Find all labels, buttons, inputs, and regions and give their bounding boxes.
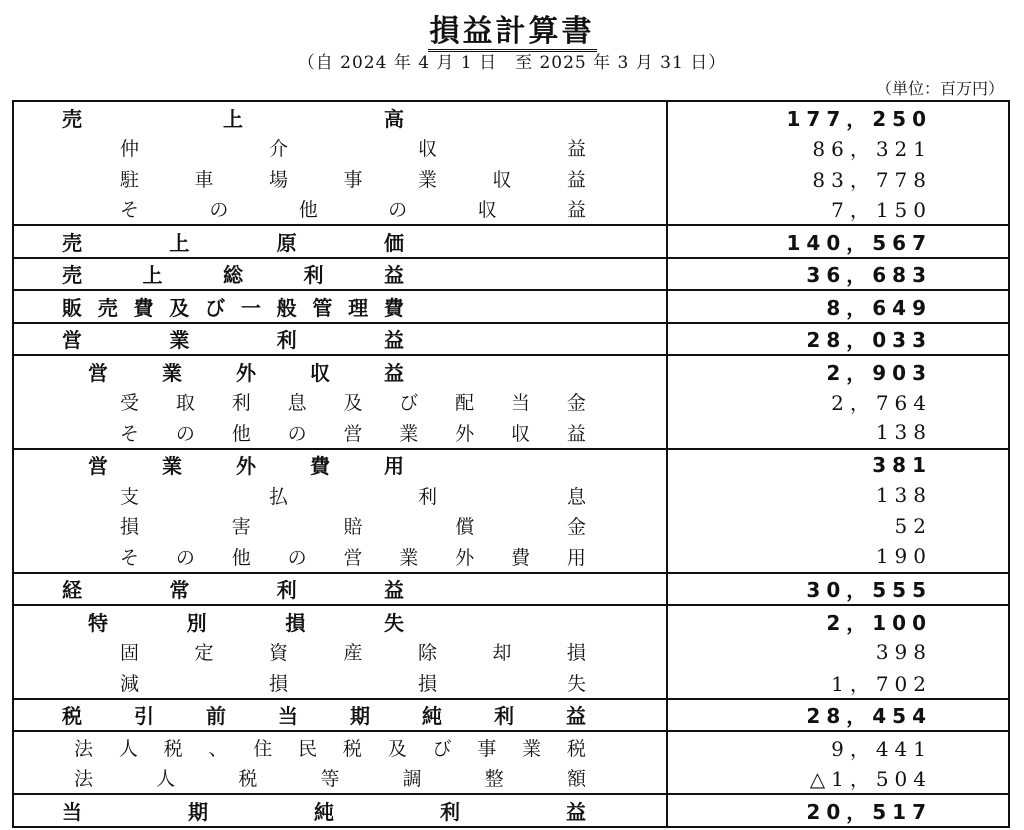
row-amount: △1，504 — [809, 767, 932, 792]
row-amount: 2，903 — [826, 360, 932, 385]
row-label-cell — [14, 259, 668, 290]
row-label: 売 上 高 — [62, 106, 404, 131]
row-label-cell — [14, 291, 668, 322]
row-label-cell — [14, 194, 668, 225]
row-label: 経 常 利 益 — [62, 578, 404, 603]
row-label: 営 業 外 収 益 — [88, 360, 404, 385]
row-amount: 9，441 — [831, 736, 932, 761]
row-amount: 140，567 — [786, 230, 932, 255]
row-label: 駐 車 場 事 業 収 益 — [120, 168, 586, 191]
row-label-cell — [14, 700, 668, 731]
row-amount: 7，150 — [831, 198, 932, 223]
statement-row — [14, 226, 1008, 257]
statement-row — [14, 259, 1008, 290]
row-amount: 2，764 — [831, 391, 932, 416]
row-amount: 28，033 — [806, 328, 932, 353]
statement-row — [14, 541, 1008, 572]
row-label: 営 業 利 益 — [62, 328, 404, 353]
statement-row — [14, 795, 1008, 826]
row-label: 特 別 損 失 — [88, 610, 404, 635]
statement-row — [14, 637, 1008, 668]
row-label: 営 業 外 費 用 — [88, 454, 404, 479]
statement-group — [14, 289, 1008, 322]
statement-row — [14, 700, 1008, 731]
statement-row — [14, 417, 1008, 448]
statement-row — [14, 667, 1008, 698]
statement-group — [14, 698, 1008, 731]
unit-label: （単位：百万円） — [875, 79, 1004, 98]
statement-row — [14, 574, 1008, 605]
statement-row — [14, 194, 1008, 225]
row-label-cell — [14, 732, 668, 763]
row-amount: 30，555 — [806, 578, 932, 603]
row-label: 受 取 利 息 及 び 配 当 金 — [120, 392, 586, 415]
row-label-cell — [14, 324, 668, 355]
statement-row — [14, 606, 1008, 637]
row-amount: 28，454 — [806, 704, 932, 729]
row-label: 減 損 損 失 — [120, 672, 586, 695]
row-label: 当 期 純 利 益 — [62, 799, 586, 824]
statement-row — [14, 291, 1008, 322]
statement-row — [14, 511, 1008, 542]
statement-group — [14, 224, 1008, 257]
statement-row — [14, 763, 1008, 794]
row-amount: 398 — [875, 639, 932, 664]
statement-row — [14, 324, 1008, 355]
row-label-cell — [14, 417, 668, 448]
row-amount: 190 — [875, 544, 932, 569]
row-label: 固 定 資 産 除 却 損 — [120, 642, 586, 665]
row-label-cell — [14, 480, 668, 511]
row-amount: 83，778 — [812, 167, 932, 192]
statement-row — [14, 480, 1008, 511]
income-statement-table — [12, 100, 1010, 828]
row-label-cell — [14, 133, 668, 164]
row-label: 税 引 前 当 期 純 利 益 — [62, 704, 586, 729]
row-label: 法 人 税 等 調 整 額 — [74, 768, 586, 791]
row-label-cell — [14, 795, 668, 826]
row-label: 支 払 利 息 — [120, 485, 586, 508]
row-label: そ の 他 の 営 業 外 費 用 — [120, 546, 586, 569]
row-label: そ の 他 の 営 業 外 収 益 — [120, 422, 586, 445]
row-label-cell — [14, 574, 668, 605]
row-amount: 381 — [872, 452, 932, 477]
row-label: 損 害 賠 償 金 — [120, 516, 586, 539]
statement-row — [14, 133, 1008, 164]
row-label-cell — [14, 102, 668, 133]
statement-row — [14, 387, 1008, 418]
statement-group — [14, 322, 1008, 355]
row-amount: 8，649 — [826, 295, 932, 320]
statement-group — [14, 257, 1008, 290]
row-amount: 138 — [875, 483, 932, 508]
row-label-cell — [14, 606, 668, 637]
row-label: 売 上 原 価 — [62, 230, 404, 255]
period-range: （自 2024 年 4 月 1 日 至 2025 年 3 月 31 日） — [297, 53, 727, 73]
row-label: 売 上 総 利 益 — [62, 263, 404, 288]
statement-row — [14, 450, 1008, 481]
statement-row — [14, 732, 1008, 763]
row-label-cell — [14, 387, 668, 418]
row-label-cell — [14, 637, 668, 668]
row-label-cell — [14, 163, 668, 194]
row-label-cell — [14, 511, 668, 542]
statement-group — [14, 354, 1008, 448]
row-amount: 86，321 — [812, 137, 932, 162]
row-amount: 20，517 — [806, 799, 932, 824]
statement-group — [14, 793, 1008, 826]
row-label-cell — [14, 763, 668, 794]
row-label: 仲 介 収 益 — [120, 138, 586, 161]
row-amount: 177，250 — [786, 106, 932, 131]
row-amount: 36，683 — [806, 263, 932, 288]
row-label-cell — [14, 541, 668, 572]
row-label-cell — [14, 667, 668, 698]
statement-row — [14, 356, 1008, 387]
row-label: 法 人 税 、 住 民 税 及 び 事 業 税 — [74, 737, 586, 760]
row-label: 販 売 費 及 び 一 般 管 理 費 — [62, 295, 404, 320]
row-label-cell — [14, 450, 668, 481]
row-amount: 52 — [894, 513, 932, 538]
statement-group — [14, 572, 1008, 605]
statement-group — [14, 448, 1008, 572]
document-title: 損益計算書 — [0, 6, 1024, 50]
row-amount: 2，100 — [826, 610, 932, 635]
row-amount: 138 — [875, 420, 932, 445]
statement-group — [14, 604, 1008, 698]
statement-row — [14, 163, 1008, 194]
row-label-cell — [14, 356, 668, 387]
statement-group — [14, 102, 1008, 224]
statement-row — [14, 102, 1008, 133]
row-amount: 1，702 — [831, 671, 932, 696]
row-label-cell — [14, 226, 668, 257]
statement-group — [14, 730, 1008, 793]
row-label: そ の 他 の 収 益 — [120, 199, 586, 222]
